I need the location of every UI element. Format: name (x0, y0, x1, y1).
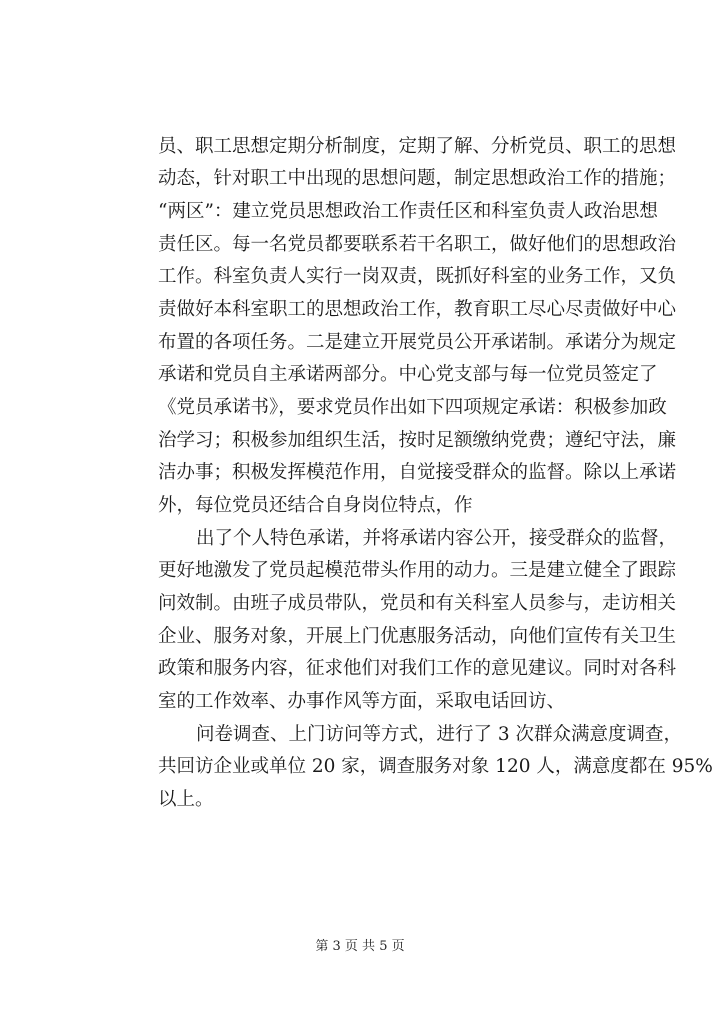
text-line: 问效制。由班子成员带队，党员和有关科室人员参与，走访相关 (158, 593, 677, 614)
text-line: 动态，针对职工中出现的思想问题，制定思想政治工作的措施； (158, 168, 677, 189)
text-line: 布置的各项任务。二是建立开展党员公开承诺制。承诺分为规定 (158, 332, 677, 353)
text-line: 责任区。每一名党员都要联系若干名职工，做好他们的思想政治 (158, 234, 677, 255)
text-line: 《党员承诺书》，要求党员作出如下四项规定承诺：积极参加政 (158, 397, 667, 418)
text-line: 政策和服务内容，征求他们对我们工作的意见建议。同时对各科 (158, 658, 677, 679)
text-line: 问卷调查、上门访问等方式，进行了 3 次群众满意度调查， (196, 724, 683, 745)
text-line: 企业、服务对象，开展上门优惠服务活动，向他们宣传有关卫生 (158, 626, 677, 647)
page-number-footer: 第 3 页 共 5 页 (315, 939, 405, 954)
text-line: 外，每位党员还结合自身岗位特点，作 (158, 495, 473, 516)
text-line: 治学习；积极参加组织生活，按时足额缴纳党费；遵纪守法，廉 (158, 430, 677, 451)
text-line: 室的工作效率、办事作风等方面，采取电话回访、 (158, 691, 566, 712)
text-line: 出了个人特色承诺，并将承诺内容公开，接受群众的监督， (196, 528, 678, 549)
text-line: 工作。科室负责人实行一岗双责，既抓好科室的业务工作，又负 (158, 266, 677, 287)
text-line: 责做好本科室职工的思想政治工作，教育职工尽心尽责做好中心 (158, 299, 677, 320)
text-line: 以上。 (158, 789, 214, 810)
text-line: 更好地激发了党员起模范带头作用的动力。三是建立健全了跟踪 (158, 560, 677, 581)
text-line: “两区”：建立党员思想政治工作责任区和科室负责人政治思想 (158, 201, 658, 222)
text-line: 洁办事；积极发挥模范作用，自觉接受群众的监督。除以上承诺 (158, 462, 677, 483)
text-line: 员、职工思想定期分析制度，定期了解、分析党员、职工的思想 (158, 136, 677, 157)
text-line: 承诺和党员自主承诺两部分。中心党支部与每一位党员签定了 (158, 364, 658, 385)
text-line: 共回访企业或单位 20 家，调查服务对象 120 人，满意度都在 95% (158, 756, 713, 777)
